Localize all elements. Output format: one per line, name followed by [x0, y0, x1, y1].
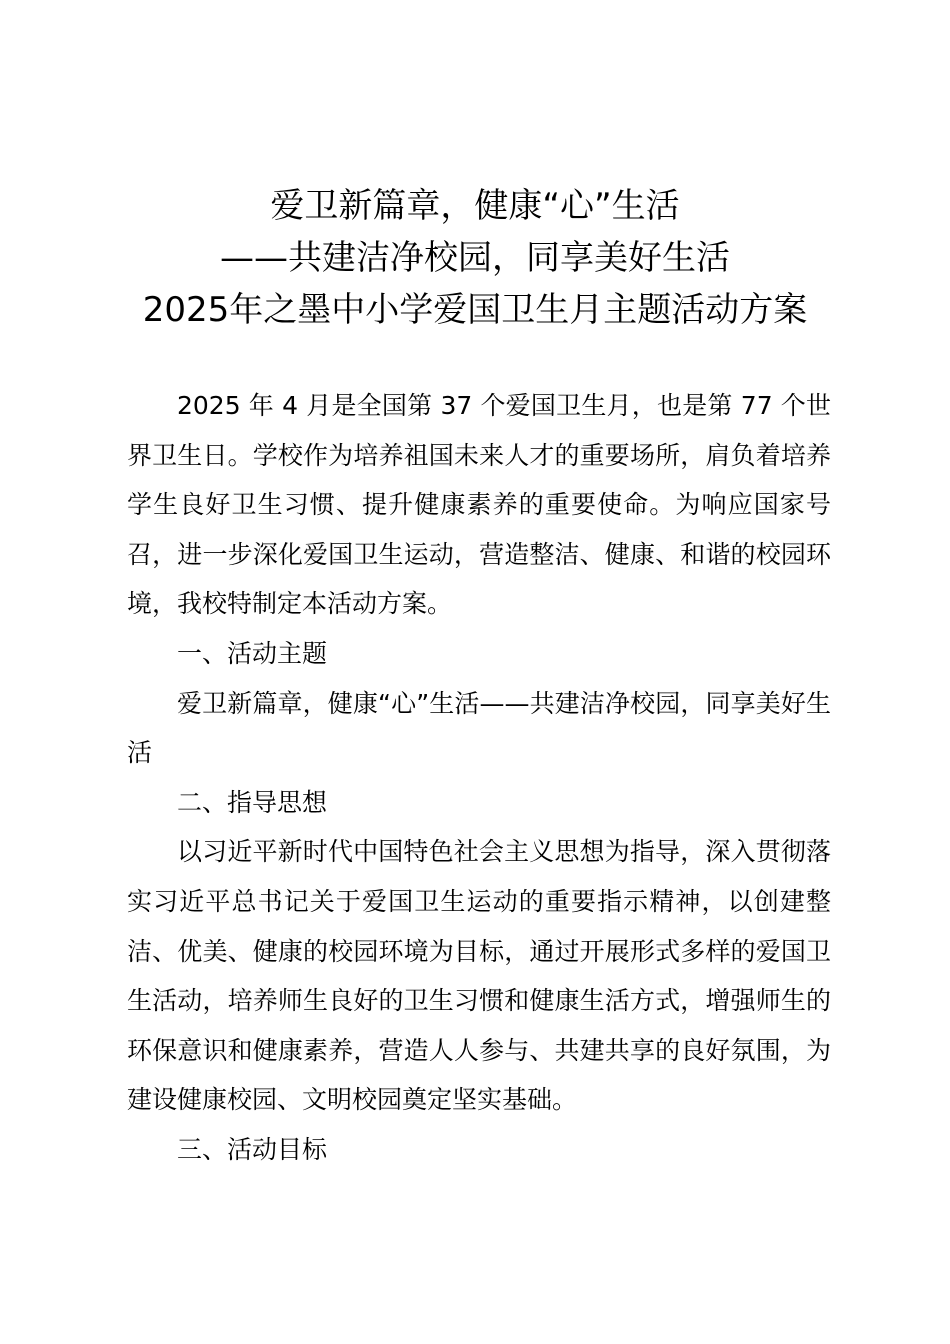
title-line-2: ——共建洁净校园，同享美好生活 [220, 238, 730, 278]
intro-paragraph: 2025 年 4 月是全国第 37 个爱国卫生月，也是第 77 个世界卫生日。学校作为培养祖国未来人才的重要场所，肩负着培养学生良好卫生习惯、提升健康素养的重要使命。为响应国家号召，进一步深化爱国卫生运动，营造整洁、健康、和谐的校园环境，我校特制定本活动方案。 [127, 391, 831, 619]
title-line-3: 2025年之墨中小学爱国卫生月主题活动方案 [142, 290, 808, 330]
section-text-theme: 爱卫新篇章，健康“心”生活——共建洁净校园，同享美好生活 [127, 688, 831, 768]
section-heading-theme: 一、活动主题 [177, 638, 328, 668]
section-text-guiding-ideology: 以习近平新时代中国特色社会主义思想为指导，深入贯彻落实习近平总书记关于爱国卫生运动的重要指示精神，以创建整洁、优美、健康的校园环境为目标，通过开展形式多样的爱国卫生活动，培养师生良好的卫生习惯和健康生活方式，增强师生的环保意识和健康素养，营造人人参与、共建共享的良好氛围，为建设健康校园、文明校园奠定坚实基础。 [127, 837, 831, 1115]
document-title [0, 180, 950, 336]
title-line-1: 爱卫新篇章，健康“心”生活 [270, 186, 680, 226]
section-heading-goals: 三、活动目标 [177, 1134, 328, 1164]
section-heading-guiding-ideology: 二、指导思想 [177, 787, 328, 817]
document-body [127, 381, 831, 1175]
